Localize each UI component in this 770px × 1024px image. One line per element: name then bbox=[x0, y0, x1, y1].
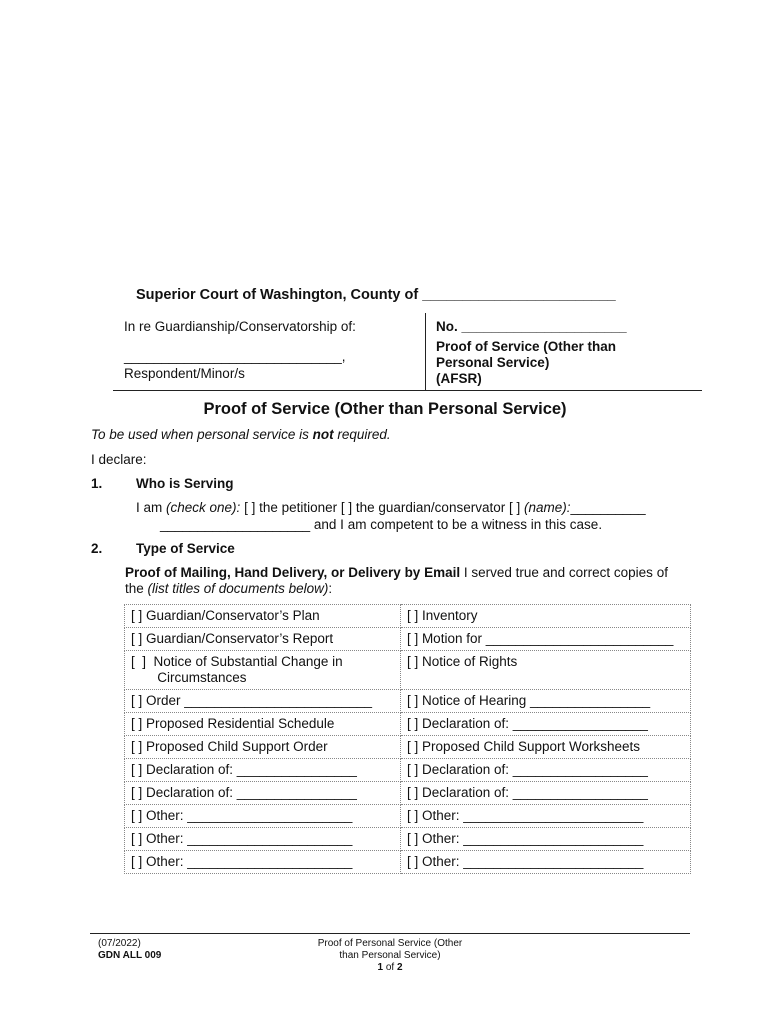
page-of: of bbox=[383, 962, 397, 973]
footer-revision-date: (07/2022) bbox=[98, 938, 141, 949]
documents-served-table bbox=[124, 604, 691, 874]
section-1-title: Who is Serving bbox=[136, 476, 234, 491]
page-indicator bbox=[300, 962, 480, 974]
document-option[interactable]: [ ] Other: ______________________ bbox=[125, 805, 401, 828]
usage-note-emphasis: not bbox=[312, 427, 334, 442]
section-2-title: Type of Service bbox=[136, 541, 235, 556]
document-option[interactable]: [ ] Notice of Substantial Change in Circumstances bbox=[125, 651, 401, 690]
table-row bbox=[125, 736, 691, 759]
table-row bbox=[125, 805, 691, 828]
in-re-label: In re Guardianship/Conservatorship of: bbox=[124, 319, 356, 334]
check-one-hint: (check one): bbox=[166, 500, 241, 515]
usage-note bbox=[91, 427, 391, 442]
documents-instruction bbox=[125, 581, 332, 596]
table-row bbox=[125, 851, 691, 874]
service-method-text: I served true and correct copies of bbox=[460, 565, 668, 580]
document-option[interactable]: [ ] Order _________________________ bbox=[125, 690, 401, 713]
page-total: 2 bbox=[396, 962, 403, 973]
table-row bbox=[125, 690, 691, 713]
document-option[interactable]: [ ] Other: ________________________ bbox=[400, 851, 690, 874]
server-identity-line bbox=[136, 500, 646, 515]
page-number: 1 bbox=[377, 962, 384, 973]
footer-form-info bbox=[98, 938, 161, 962]
document-option[interactable]: [ ] Guardian/Conservator’s Report bbox=[125, 628, 401, 651]
document-option[interactable]: [ ] Guardian/Conservator’s Plan bbox=[125, 605, 401, 628]
form-title-line1: Proof of Service (Other than bbox=[436, 339, 617, 354]
document-option[interactable]: [ ] Motion for _________________________ bbox=[400, 628, 690, 651]
document-option[interactable]: [ ] Notice of Rights bbox=[400, 651, 690, 690]
document-title: Proof of Service (Other than Personal Service) bbox=[203, 400, 567, 418]
document-option[interactable]: [ ] Other: ________________________ bbox=[400, 805, 690, 828]
footer-form-id: GDN ALL 009 bbox=[98, 950, 162, 961]
table-row bbox=[125, 605, 691, 628]
document-option[interactable]: [ ] Declaration of: ________________ bbox=[125, 759, 401, 782]
document-option[interactable]: [ ] Proposed Child Support Order bbox=[125, 736, 401, 759]
table-row bbox=[125, 828, 691, 851]
documents-instruction-emphasis: (list titles of documents below) bbox=[147, 581, 329, 596]
form-title-line2: Personal Service) bbox=[436, 355, 550, 370]
document-option[interactable]: [ ] Notice of Hearing ________________ bbox=[400, 690, 690, 713]
name-hint: (name): bbox=[523, 500, 571, 515]
document-option[interactable]: [ ] Declaration of: __________________ bbox=[400, 759, 690, 782]
usage-note-post: required. bbox=[333, 427, 391, 442]
documents-instruction-pre: the bbox=[125, 581, 148, 596]
case-caption bbox=[113, 313, 702, 391]
footer-title-line2: than Personal Service) bbox=[339, 950, 441, 961]
usage-note-pre: To be used when personal service is bbox=[91, 427, 313, 442]
service-method-line bbox=[125, 565, 668, 580]
case-number-field[interactable]: No. ______________________ bbox=[436, 319, 627, 334]
table-row bbox=[125, 713, 691, 736]
respondent-label: Respondent/Minor/s bbox=[124, 366, 245, 381]
form-code: (AFSR) bbox=[436, 371, 482, 386]
table-row bbox=[125, 782, 691, 805]
table-row bbox=[125, 628, 691, 651]
server-name-blank[interactable]: __________ bbox=[570, 500, 646, 515]
server-line-pre: I am bbox=[136, 500, 167, 515]
table-row bbox=[125, 651, 691, 690]
service-method-heading: Proof of Mailing, Hand Delivery, or Delivery by Email bbox=[125, 565, 461, 580]
section-2-number: 2. bbox=[91, 541, 103, 556]
documents-instruction-post: : bbox=[328, 581, 333, 596]
server-competence-line[interactable]: ____________________ and I am competent to be a witness in this case. bbox=[160, 517, 603, 532]
caption-divider bbox=[425, 313, 426, 390]
section-1-number: 1. bbox=[91, 476, 103, 491]
court-heading: Superior Court of Washington, County of ________________________ bbox=[136, 287, 616, 303]
document-option[interactable]: [ ] Inventory bbox=[400, 605, 690, 628]
document-option[interactable]: [ ] Other: ______________________ bbox=[125, 851, 401, 874]
document-option[interactable]: [ ] Declaration of: __________________ bbox=[400, 713, 690, 736]
footer-rule bbox=[90, 933, 690, 934]
document-option[interactable]: [ ] Proposed Residential Schedule bbox=[125, 713, 401, 736]
declaration-lead: I declare: bbox=[91, 452, 147, 467]
server-options[interactable]: [ ] the petitioner [ ] the guardian/conservator [ ] bbox=[240, 500, 524, 515]
document-option[interactable]: [ ] Declaration of: ________________ bbox=[125, 782, 401, 805]
footer-form-title bbox=[300, 938, 480, 974]
document-option[interactable]: [ ] Proposed Child Support Worksheets bbox=[400, 736, 690, 759]
document-option[interactable]: [ ] Declaration of: __________________ bbox=[400, 782, 690, 805]
document-option[interactable]: [ ] Other: ________________________ bbox=[400, 828, 690, 851]
document-option[interactable]: [ ] Other: ______________________ bbox=[125, 828, 401, 851]
party-name-line[interactable]: _____________________________, bbox=[124, 349, 346, 364]
footer-title-line1: Proof of Personal Service (Other bbox=[317, 938, 463, 949]
table-row bbox=[125, 759, 691, 782]
